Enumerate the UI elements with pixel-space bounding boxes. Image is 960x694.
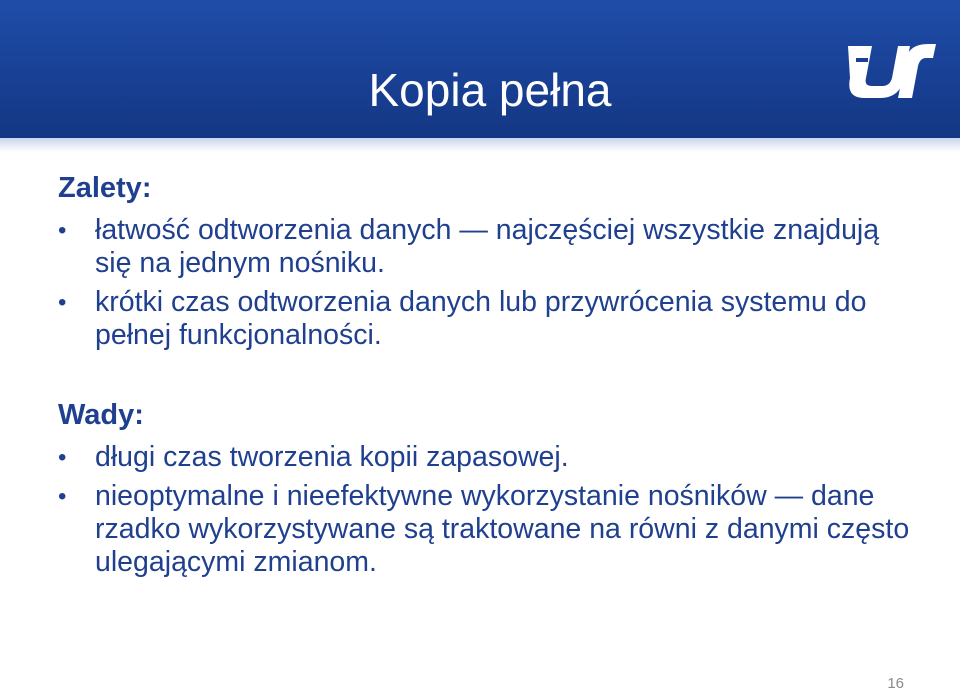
slide-title: Kopia pełna: [368, 64, 612, 116]
list-item-text: krótki czas odtworzenia danych lub przywrócenia systemu do pełnej funkcjonalności.: [95, 286, 867, 351]
bullet-icon: •: [58, 289, 67, 316]
list-item: [58, 214, 918, 280]
page-number: 16: [887, 675, 904, 692]
disadvantages-heading: Wady:: [58, 399, 144, 431]
list-item-text: długi czas tworzenia kopii zapasowej.: [95, 441, 569, 473]
list-item: [58, 480, 918, 579]
bullet-icon: •: [58, 444, 67, 471]
disadvantages-list: [58, 441, 918, 579]
section-spacer: [58, 358, 918, 397]
header-gradient-band: [0, 138, 960, 152]
list-item-text: nieoptymalne i nieefektywne wykorzystanie nośników — dane rzadko wykorzystywane są traktowane na równi z danymi często ulegającymi zmianom.: [95, 480, 910, 578]
advantages-heading: Zalety:: [58, 172, 152, 204]
bullet-icon: •: [58, 483, 67, 510]
ur-logo-icon: [838, 34, 938, 104]
bullet-icon: •: [58, 217, 67, 244]
list-item: [58, 286, 918, 352]
list-item-text: łatwość odtworzenia danych — najczęściej wszystkie znajdują się na jednym nośniku.: [95, 214, 880, 279]
list-item: [58, 441, 918, 474]
slide-content: [58, 170, 918, 585]
advantages-list: [58, 214, 918, 352]
